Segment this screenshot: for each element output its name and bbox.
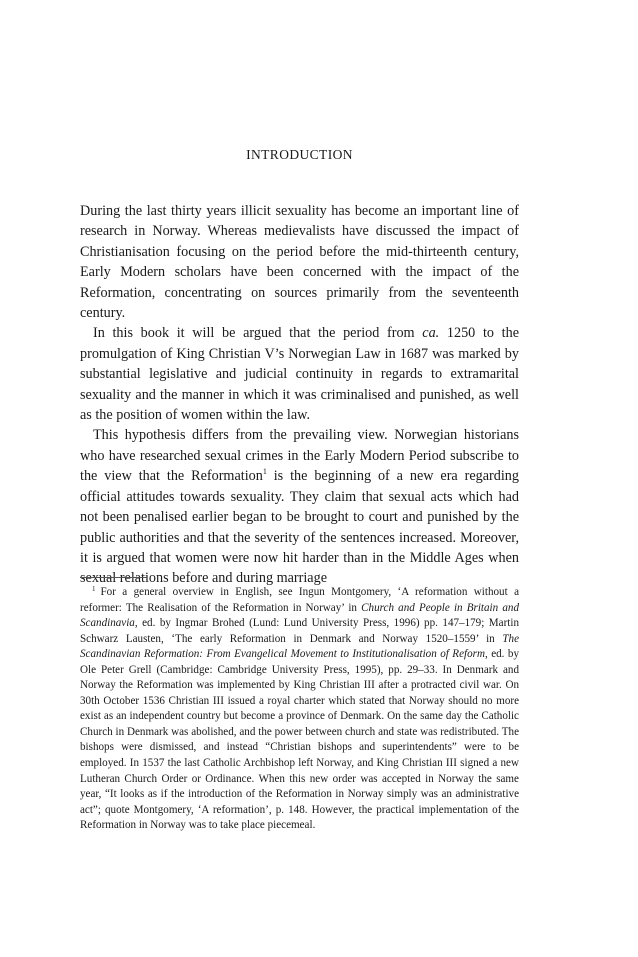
chapter-heading: INTRODUCTION [246, 147, 353, 162]
paragraph-2-text-a: In this book it will be argued that the period from [93, 325, 423, 342]
footnote-italic-title-2: The Scandinavian Reformation: From Evangelical Movement to Institutionalisation of Reform [80, 632, 519, 661]
footnote-text-c: , ed. by Ole Peter Grell (Cambridge: Cambridge University Press, 1995), pp. 29–33. In Denmark and Norway the Reformation was implemented by King Christian III after a protracted civil war. On 30th October 1536 Christian III issued a royal charter which stated that Norway should no more exist as an independent country but become a province of Denmark. On the same day the Catholic Church in Denmark was abolished, and the power between church and state was redistributed. The bishops were dismissed, and instead “Christian bishops and superintendents” were to be employed. In 1537 the last Catholic Archbishop left Norway, and King Christian III signed a new Lutheran Church Order or Ordinance. When this new order was accepted in Norway the same year, “It looks as if the introduction of the Reformation in Norway simply was an administrative act”; quote Montgomery, ‘A reformation’, p. 148. However, the practical implementation of the Reformation in Norway was to take place piecemeal. [80, 648, 519, 832]
paragraph-3-text-a: This hypothesis differs from the prevailing view. Norwegian historians who have researched sexual crimes in the Early Modern Period subscribe to the view that the Reformation [80, 427, 519, 485]
paragraph-1: During the last thirty years illicit sexuality has become an important line of research in Norway. Whereas medievalists have discussed the impact of Christianisation focusing on the period before the mid-thirteenth century, Early Modern scholars have been concerned with the impact of the Reformation, concentrating on sources primarily from the seventeenth century. [80, 203, 519, 322]
footnote-text-a: For a general overview in English, see Ingun Montgomery, ‘A reformation without a reformer: The Realisation of the Reformation in Norway’ in [80, 586, 519, 614]
paragraph-3-text-b: is the beginning of a new era regarding official attitudes towards sexuality. They claim that sexual acts which had not been penalised earlier began to be brought to court and punished by the public authorities and that the severity of the sentences increased. Moreover, it is argued that women were now hit harder than in the Middle Ages when sexual relations before and during marriage [80, 468, 519, 587]
footnote-1 [80, 585, 519, 834]
footnote-reference[interactable]: 1 [262, 467, 267, 477]
footnote-separator [80, 577, 147, 578]
footnote-text-b: , ed. by Ingmar Brohed (Lund: Lund University Press, 1996) pp. 147–179; Martin Schwarz Lausten, ‘The early Reformation in Denmark and Norway 1520–1559’ in [80, 617, 519, 645]
footnote-number: 1 [92, 585, 96, 593]
paragraph-3 [80, 425, 519, 588]
paragraph-2 [80, 323, 519, 425]
paragraph-2-text-b: 1250 to the promulgation of King Christian V’s Norwegian Law in 1687 was marked by substantial legislative and judicial continuity in regards to extramarital sexuality and the manner in which it was criminalised and punished, as well as the position of women within the law. [80, 325, 519, 424]
main-text [80, 201, 519, 589]
paragraph-2-italic-ca: ca. [422, 325, 440, 342]
footnote-1-text [80, 585, 519, 834]
footnote-italic-title-1: Church and People in Britain and Scandinavia [80, 601, 519, 630]
